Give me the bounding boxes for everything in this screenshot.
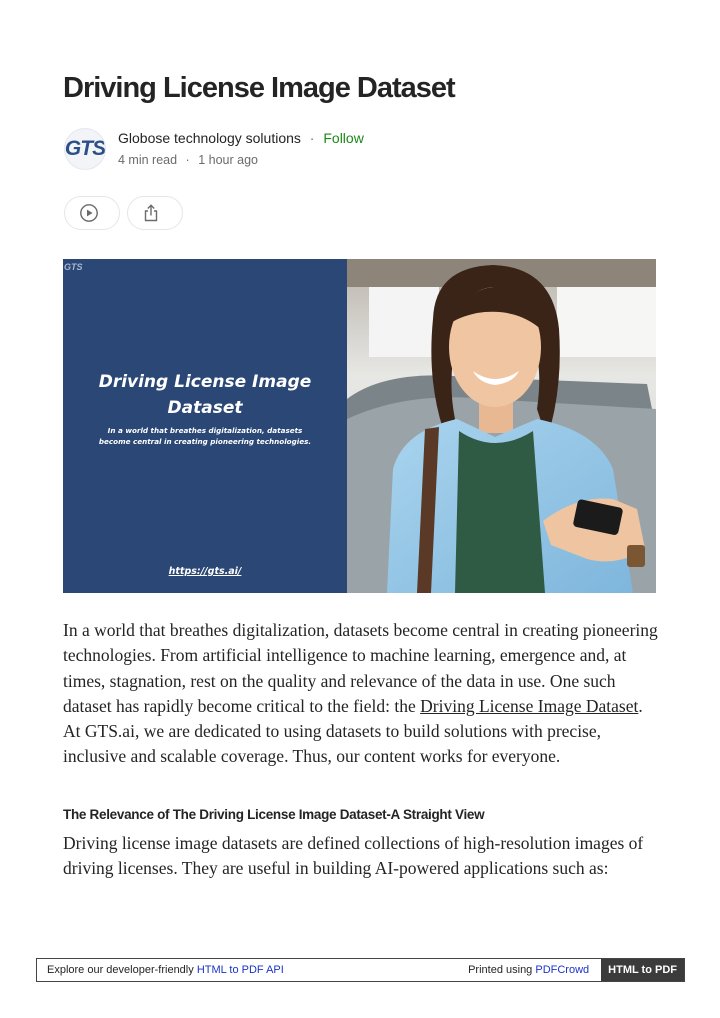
footer-printed <box>468 964 601 976</box>
author-separator: · <box>309 130 315 146</box>
hero-subtitle-line1: In a world that breathes digitalization, datasets <box>107 426 303 435</box>
footer-explore-text: Explore our developer-friendly <box>47 964 197 976</box>
share-button[interactable] <box>127 196 183 230</box>
footer-printed-text: Printed using <box>468 964 536 976</box>
hero-title-line1: Driving License Image <box>98 372 312 392</box>
hero-image <box>63 259 656 593</box>
paragraph-intro-part1: In a world that breathes digitalization, datasets become central in creating pioneering technologies. From artificial intelligence to machine learning, emergence and, at times, stagnation, rest on the quality and relevance of the data in use. One such dataset has rapidly become critical to the field: the <box>63 620 658 716</box>
meta-separator: · <box>185 153 190 167</box>
hero-text-panel <box>63 259 347 593</box>
section-subheading: The Relevance of The Driving License Image Dataset-A Straight View <box>63 807 485 822</box>
pdfcrowd-footer <box>36 958 685 982</box>
html-to-pdf-button[interactable]: HTML to PDF <box>601 959 684 981</box>
follow-button[interactable]: Follow <box>323 130 364 146</box>
paragraph-intro <box>63 618 658 770</box>
author-avatar[interactable] <box>64 128 106 170</box>
read-time: 4 min read <box>118 153 178 167</box>
paragraph-definition: Driving license image datasets are defined collections of high-resolution images of driving licenses. They are useful in building AI-powered applications such as: <box>63 833 644 879</box>
share-icon <box>142 203 160 223</box>
hero-title-line2: Dataset <box>167 398 243 418</box>
html-to-pdf-api-link[interactable]: HTML to PDF API <box>196 964 284 976</box>
footer-explore <box>37 964 284 976</box>
hero-photo-woman-with-phone <box>347 259 656 593</box>
posted-time: 1 hour ago <box>198 153 258 167</box>
listen-button[interactable] <box>64 196 120 230</box>
hero-subtitle-line2: become central in creating pioneering technologies. <box>98 437 312 446</box>
article-title: Driving License Image Dataset <box>63 72 455 104</box>
dataset-link[interactable]: Driving License Image Dataset <box>420 695 639 716</box>
paragraph-intro-part2: . At GTS.ai, we are dedicated to using datasets to build solutions with precise, inclusive and scalable coverage. Thus, our content works for everyone. <box>63 695 643 767</box>
hero-url: https://gts.ai/ <box>168 566 242 577</box>
pdfcrowd-link[interactable]: PDFCrowd <box>535 964 590 976</box>
avatar-logo-text: GTS <box>64 137 106 160</box>
hero-subtitle <box>83 425 327 447</box>
hero-logo: GTS <box>64 262 83 272</box>
play-circle-icon <box>79 203 99 223</box>
author-line <box>118 130 364 146</box>
hero-title <box>63 369 347 421</box>
author-name-link[interactable]: Globose technology solutions <box>118 130 301 146</box>
article-meta <box>118 153 258 167</box>
